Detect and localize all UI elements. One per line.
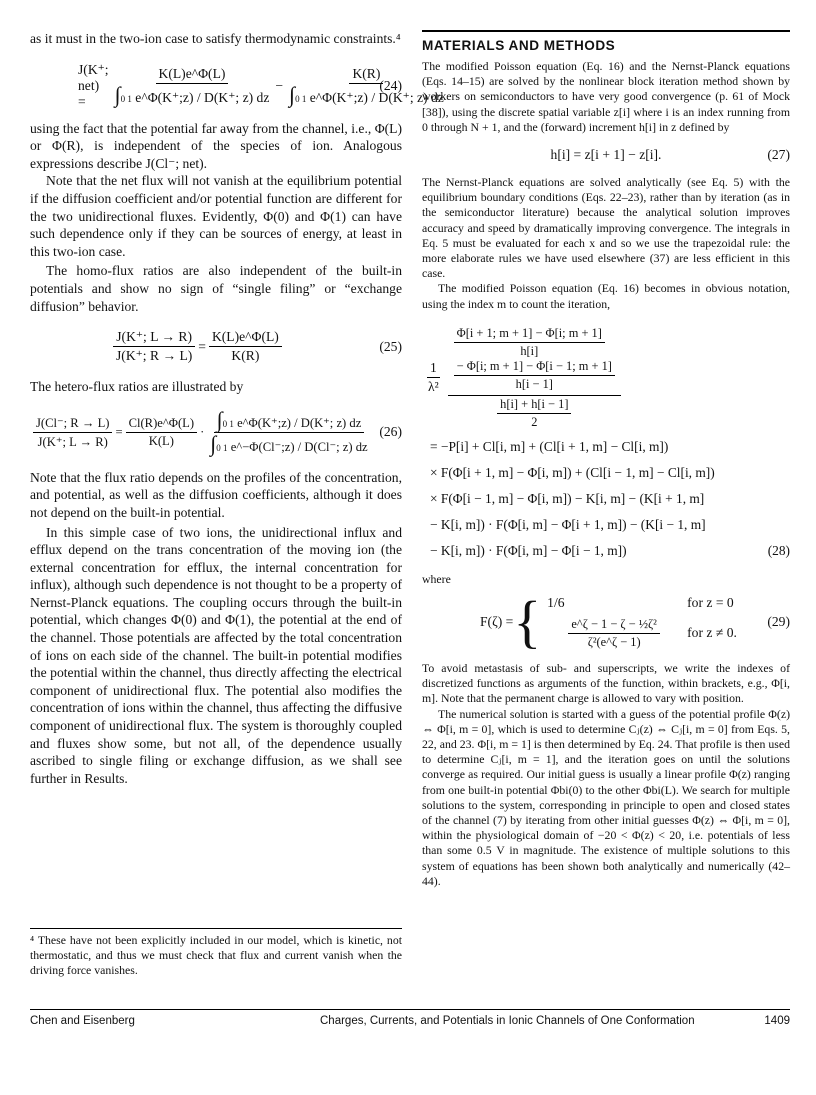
- paragraph: The numerical solution is started with a guess of the potential profile Φ(z) ⇔ Φ[i, m = 0], which is used to determine Cⱼ(z) ⇔ Cⱼ[i, m = 0] from Eqs. 5, 22, and 23. Φ[i, m = 1] is then determined by Eq. 24. That profile is then used to determine Cⱼ[i, m = 1], and the iteration goes on until the solutions converge as required. Our initial guess is usually a linear profile Φ(z) ranging from one built-in potential Φbi(0) to the other Φbi(L). We search for multiple solutions to the system, corresponding in principle to open and closed states of the channel (7) by iterating from other initial guesses Φ(z) ⇔ Φ[i, m = 0], within the physiological domain of −20 < Φ(z) < 20, i.e. potentials of less than some 0.5 V in magnitude. The existence of multiple solutions to this system of equations has been shown both analytically and numerically (42–44).: [422, 706, 790, 888]
- paragraph: The modified Poisson equation (Eq. 16) becomes in obvious notation, using the index m to count the iteration,: [422, 281, 790, 311]
- page-number: 1409: [764, 1015, 790, 1027]
- integral-sign: ∫: [114, 81, 121, 107]
- paragraph: The modified Poisson equation (Eq. 16) and the Nernst-Planck equations (Eqs. 14–15) are solved by the nonlinear block iteration method shown by workers on semiconductors to have very good convergence (p. 61 of Mock [38]), using the discrete spatial variable z[i] where i is an index running from 0 through N + 1, and the (forward) increment h[i] in z defined by: [422, 59, 790, 134]
- integral-sign: ∫: [210, 430, 217, 456]
- eq-fraction: $\frac{\int 0 1 e\^{}\Phi(K^+;z) / D(K^+; z) dz}{\int 0 1 e\^{}-\Phi(Cl^-;z) / D(Cl^-; z) dz}$: [210, 406, 368, 456]
- paragraph: The Nernst-Planck equations are solved analytically (see Eq. 5) with the equilibrium boundary conditions (Eqs. 22–23), rather than by iteration (as in the semiconductor literature) because the analytical solution improves accuracy and speed by dramatically improving convergence. The integrals in Eq. 5 must be evaluated for each x and so we use the trapezoidal rule: the more elaborate rules we have used elsewhere (37) are less efficient in this case.: [422, 175, 790, 281]
- footer-authors: Chen and Eisenberg: [30, 1015, 135, 1027]
- equation-26: $\frac{J(Cl^-; R \to L)}{J(K^+; L \to R)}$ = $\frac{Cl(R)e\^{}\Phi(L)}{K(L)}$ · $\frac{\int 0 1 e\^{}\Phi(K^+;z) / D(K^+; z) dz}{\int 0 1 e\^{}-\Phi(Cl^-;z) / D(Cl^-; z) dz}$ (26): [30, 410, 402, 455]
- equation-24: J(K⁺; net) = $\frac{K(L)e\^{}\Phi(L)}{\int 0 1 e\^{}\Phi(K^+;z) / D(K^+; z) dz}$ − $\frac{K(R)}{\int 0 1 e\^{}\Phi(K^+;z) / D(K^+; z) dz}$ (24): [30, 62, 402, 110]
- equation-number: (25): [379, 338, 402, 354]
- eq-lhs: J(K⁺; net) =: [78, 61, 109, 109]
- eq-line: = −P[i] + Cl[i, m] + (Cl[i + 1, m] − Cl[i, m]): [430, 438, 669, 454]
- equation-28: [422, 326, 790, 564]
- equation-number: (26): [379, 424, 402, 440]
- equation-25: $\frac{J(K^+; L \to R)}{J(K^+; R \to L)}$ = $\frac{K(L)e\^{}\Phi(L)}{K(R)}$ (25): [30, 329, 402, 364]
- equation-number: (29): [767, 614, 790, 630]
- eq-line: − K[i, m]) · F(Φ[i, m] − Φ[i − 1, m]) (28): [430, 538, 790, 564]
- paragraph: Note that the flux ratio depends on the profiles of the concentration, and potential, as well as the diffusion coefficients, although it does not depend on the built-in potential.: [30, 469, 402, 520]
- eq-fraction: $\frac{K(L)e\^{}\Phi(L)}{K(R)}$: [209, 329, 282, 364]
- eq-line: × F(Φ[i − 1, m] − Φ[i, m]) − K[i, m] − (K[i + 1, m]: [430, 490, 705, 506]
- eq-big-fraction: $\frac{\Phi[i + 1; m + 1] - \Phi[i; m + 1]}{h[i]}$ $\frac{- \Phi[i; m + 1] - \Phi[i - 1; m + 1]}{h[i - 1]}$ $\frac{h[i] + h[i - 1]}{2}$: [448, 326, 621, 430]
- equation-number: (28): [767, 542, 790, 558]
- eq-fraction: $\frac{K(R)}{\int 0 1 e\^{}\Phi(K^+;z) / D(K^+; z) dz}$: [289, 65, 444, 107]
- page-footer: [30, 1009, 790, 1027]
- footnote: [30, 928, 402, 979]
- eq-fraction: $\frac{J(K^+; L \to R)}{J(K^+; R \to L)}$: [113, 329, 195, 364]
- section-heading: MATERIALS AND METHODS: [422, 30, 790, 53]
- paragraph: The homo-flux ratios are also independent of the built-in potentials and show no sign of “single filing” or “exchange diffusion” behavior.: [30, 263, 402, 314]
- eq-line: − K[i, m]) · F(Φ[i, m] − Φ[i + 1, m]) − (K[i − 1, m]: [430, 516, 706, 532]
- equation-number: (24): [379, 77, 402, 93]
- paragraph: The hetero-flux ratios are illustrated by: [30, 379, 244, 395]
- equation-29: F(ζ) = { 1/6 for z = 0 $\frac{\text{e\textasciicircum{}ζ − 1 − ζ − ½ζ²}}{\text{ζ²(e\textasciicircum{}ζ − 1)}}$ for z ≠ 0. (29): [480, 589, 790, 655]
- paragraph: using the fact that the potential far away from the channel, i.e., Φ(L) or Φ(R), is independent of the species of ion. Analogous expressions describe J(Cl⁻; net).: [30, 120, 402, 171]
- equation-number: (27): [767, 147, 790, 163]
- eq-prefactor: $\frac{1}{\text{λ²}}$: [428, 360, 439, 395]
- footer-title: Charges, Currents, and Potentials in Ionic Channels of One Conformation: [320, 1015, 695, 1027]
- eq-fraction: $\frac{K(L)e\^{}\Phi(L)}{\int 0 1 e\^{}\Phi(K^+;z) / D(K^+; z) dz}$: [114, 65, 270, 107]
- eq-fraction: $\frac{Cl(R)e\^{}\Phi(L)}{K(L)}$: [126, 416, 197, 449]
- integral-sign: ∫: [216, 406, 223, 432]
- brace-symbol: {: [513, 589, 542, 655]
- integral-sign: ∫: [289, 81, 296, 107]
- right-column: [422, 30, 790, 889]
- paragraph: where: [422, 571, 451, 586]
- eq-fraction: $\frac{J(Cl^-; R \to L)}{J(K^+; L \to R)}$: [33, 415, 112, 450]
- equation-27: h[i] = z[i + 1] − z[i]. (27): [550, 147, 790, 163]
- footnote-text: ⁴ These have not been explicitly included in our model, which is kinetic, not thermostatic, and thus we must check that flux and current vanish when the driving force vanishes.: [30, 933, 402, 978]
- eq-line: × F(Φ[i + 1, m] − Φ[i, m]) + (Cl[i − 1, m] − Cl[i, m]): [430, 464, 715, 480]
- paragraph: as it must in the two-ion case to satisfy thermodynamic constraints.⁴: [30, 31, 401, 46]
- paragraph: In this simple case of two ions, the unidirectional influx and efflux depend on the trans concentration of the moving ion (the external concentration for efflux, the internal concentration for influx), although such dependence is not thought to be a property of Nernst-Planck equations. The coupling occurs through the built-in potential, which changes Φ(0) and Φ(1), the potential at the end of the channel. Those potentials are affected by the total concentration of ions on each side of the channel. The built-in potential modifies the potential within the channel, thus directly affecting the electrical component of unidirectional flux. The potential also modifies the concentration of ions within the channel, thus affecting the diffusive component of unidirectional flux. The system is thoroughly coupled and fluxes show some, but not all, of the dependence usually ascribed to single filing or exchange diffusion, as we shall see further in Results.: [30, 524, 402, 786]
- paragraph: Note that the net flux will not vanish at the equilibrium potential if the diffusion coefficient and/or potential function are different for the two unidirectional fluxes. Evidently, Φ(0) and Φ(1) can have such dependence only if they can be sources of energy, at least in this two-ion case.: [30, 173, 402, 259]
- paragraph: To avoid metastasis of sub- and superscripts, we write the indexes of discretized functions as arguments of the function, within brackets, e.g., Φ[i, m]. Note that the permanent charge is allowed to vary with position.: [422, 661, 790, 706]
